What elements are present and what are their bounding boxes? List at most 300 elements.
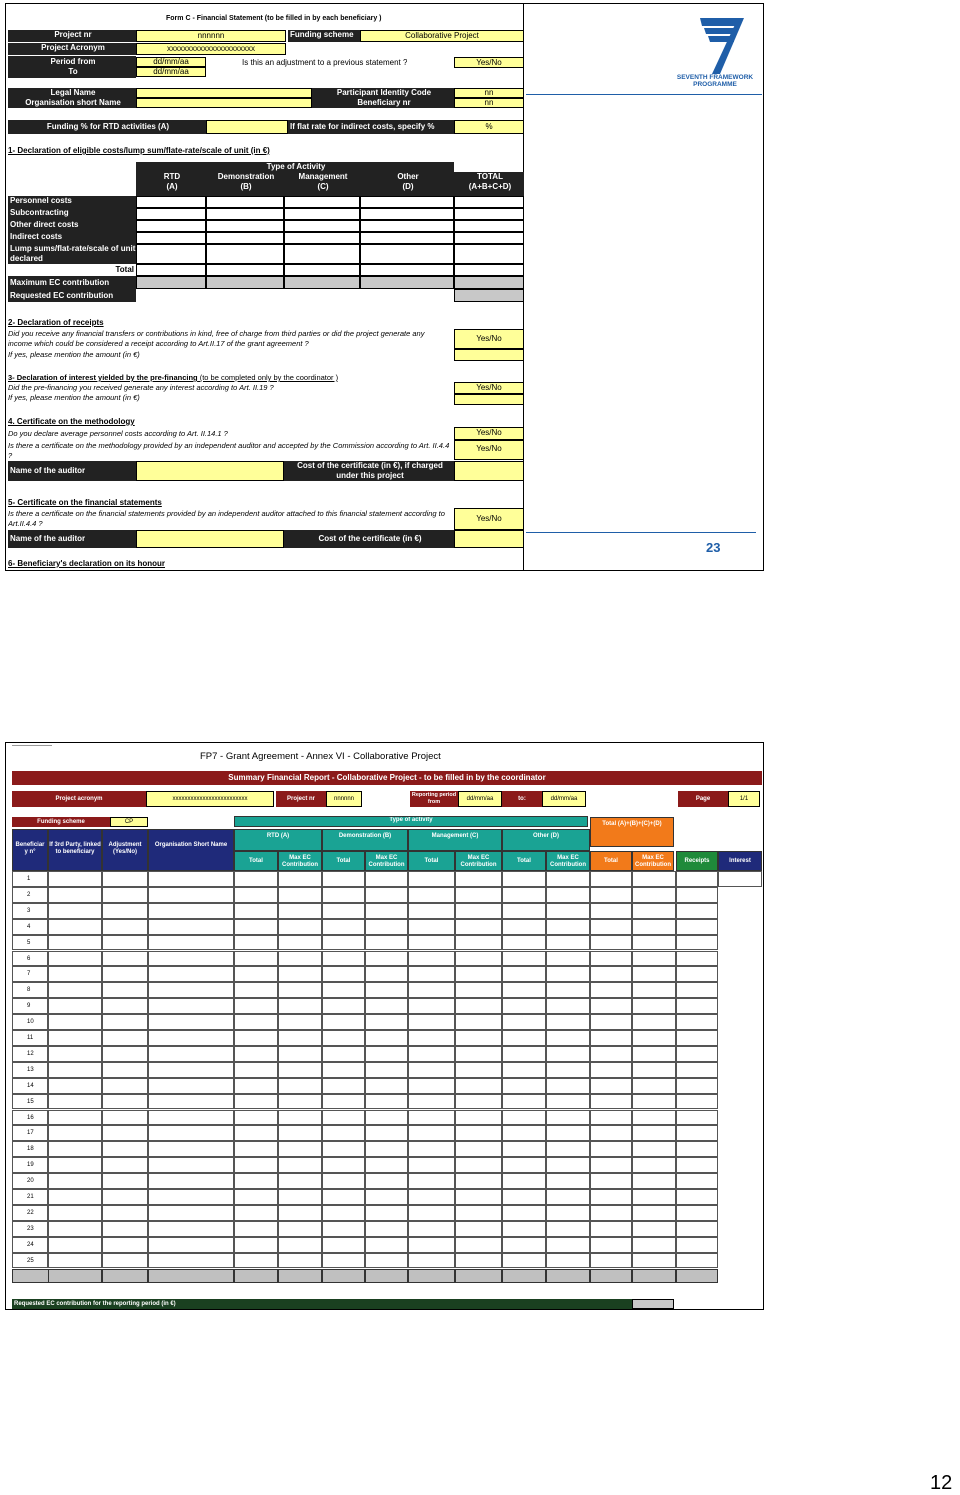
table-cell[interactable] — [322, 1014, 365, 1030]
table-cell[interactable] — [546, 1125, 590, 1141]
financial-cert-yes-no[interactable]: Yes/No — [454, 508, 524, 530]
table-cell[interactable] — [365, 1157, 408, 1173]
table-cell[interactable] — [102, 982, 148, 998]
table-cell[interactable] — [632, 935, 676, 951]
table-cell[interactable] — [365, 1094, 408, 1110]
table-cell[interactable] — [102, 1125, 148, 1141]
ec-cell[interactable] — [136, 276, 206, 289]
cost-cell[interactable] — [206, 196, 284, 208]
table-cell[interactable] — [546, 1030, 590, 1046]
table-cell[interactable] — [408, 1205, 455, 1221]
table-cell[interactable] — [148, 935, 234, 951]
table-cell[interactable] — [234, 919, 278, 935]
table-cell[interactable] — [676, 919, 718, 935]
interest-amount-field[interactable] — [454, 394, 524, 405]
table-cell[interactable] — [502, 982, 546, 998]
cert-cost-field-2[interactable] — [454, 530, 524, 548]
total-cell-2[interactable] — [408, 1269, 455, 1283]
table-cell[interactable] — [632, 1078, 676, 1094]
table-cell[interactable] — [322, 1094, 365, 1110]
total-cell-2[interactable] — [632, 1269, 676, 1283]
table-cell[interactable] — [322, 1062, 365, 1078]
total-cell-2[interactable] — [322, 1269, 365, 1283]
table-cell[interactable] — [676, 1141, 718, 1157]
table-cell[interactable] — [676, 998, 718, 1014]
project-nr-field[interactable]: nnnnnn — [136, 30, 286, 42]
table-cell[interactable] — [590, 1110, 632, 1126]
table-cell[interactable] — [546, 1221, 590, 1237]
table-cell[interactable] — [322, 1078, 365, 1094]
table-cell[interactable] — [365, 919, 408, 935]
table-cell[interactable] — [148, 1094, 234, 1110]
table-cell[interactable] — [48, 1125, 102, 1141]
table-cell[interactable] — [365, 998, 408, 1014]
table-cell[interactable] — [455, 951, 502, 967]
table-cell[interactable] — [546, 871, 590, 887]
table-cell[interactable] — [546, 903, 590, 919]
table-cell[interactable] — [102, 871, 148, 887]
table-cell[interactable] — [676, 1062, 718, 1078]
table-cell[interactable] — [48, 919, 102, 935]
table-cell[interactable] — [148, 1189, 234, 1205]
table-cell[interactable] — [48, 1205, 102, 1221]
table-cell[interactable] — [48, 1030, 102, 1046]
cost-cell[interactable] — [360, 196, 454, 208]
table-cell[interactable] — [322, 1110, 365, 1126]
table-cell[interactable] — [278, 919, 322, 935]
table-cell[interactable] — [148, 1173, 234, 1189]
table-cell[interactable] — [365, 1221, 408, 1237]
table-cell[interactable] — [590, 1189, 632, 1205]
table-cell[interactable] — [408, 1189, 455, 1205]
table-cell[interactable] — [590, 903, 632, 919]
table-cell[interactable] — [48, 871, 102, 887]
ec-cell[interactable] — [360, 276, 454, 289]
table-cell[interactable] — [590, 1253, 632, 1269]
table-cell[interactable] — [48, 982, 102, 998]
table-cell[interactable] — [48, 1046, 102, 1062]
table-cell[interactable] — [502, 1030, 546, 1046]
table-cell[interactable] — [632, 1125, 676, 1141]
table-cell[interactable] — [322, 1205, 365, 1221]
table-cell[interactable] — [590, 1014, 632, 1030]
table-cell[interactable] — [278, 1221, 322, 1237]
cert-cost-field[interactable] — [454, 461, 524, 481]
table-cell[interactable] — [365, 982, 408, 998]
total-cell-2[interactable] — [234, 1269, 278, 1283]
table-cell[interactable] — [632, 1062, 676, 1078]
table-cell[interactable] — [455, 1078, 502, 1094]
table-cell[interactable] — [408, 1062, 455, 1078]
table-cell[interactable] — [102, 1237, 148, 1253]
table-cell[interactable] — [365, 1078, 408, 1094]
table-cell[interactable] — [590, 1062, 632, 1078]
cost-cell[interactable] — [454, 220, 524, 232]
table-cell[interactable] — [234, 966, 278, 982]
period-from-field[interactable]: dd/mm/aa — [136, 57, 206, 67]
table-cell[interactable] — [455, 966, 502, 982]
ec-cell[interactable] — [454, 276, 524, 289]
table-cell[interactable] — [322, 998, 365, 1014]
table-cell[interactable] — [676, 1094, 718, 1110]
project-nr-field-2[interactable]: nnnnnn — [326, 791, 362, 807]
total-cell[interactable] — [454, 264, 524, 276]
total-cell-2[interactable] — [102, 1269, 148, 1283]
table-cell[interactable] — [278, 1141, 322, 1157]
table-cell[interactable] — [102, 998, 148, 1014]
table-cell[interactable] — [148, 998, 234, 1014]
table-cell[interactable] — [408, 1253, 455, 1269]
table-cell[interactable] — [546, 998, 590, 1014]
table-cell[interactable] — [148, 1157, 234, 1173]
table-cell[interactable] — [278, 1062, 322, 1078]
table-cell[interactable] — [365, 887, 408, 903]
table-cell[interactable] — [455, 903, 502, 919]
table-cell[interactable] — [102, 1253, 148, 1269]
table-cell[interactable] — [278, 935, 322, 951]
table-cell[interactable] — [365, 871, 408, 887]
total-cell[interactable] — [136, 264, 206, 276]
table-cell[interactable] — [455, 1221, 502, 1237]
table-cell[interactable] — [322, 982, 365, 998]
table-cell[interactable] — [546, 1094, 590, 1110]
total-cell-2[interactable] — [365, 1269, 408, 1283]
table-cell[interactable] — [546, 1253, 590, 1269]
table-cell[interactable] — [102, 951, 148, 967]
table-cell[interactable] — [546, 887, 590, 903]
cost-cell[interactable] — [206, 208, 284, 220]
project-acronym-field-2[interactable]: xxxxxxxxxxxxxxxxxxxxxxxxx — [146, 791, 274, 807]
table-cell[interactable] — [278, 1173, 322, 1189]
table-cell[interactable] — [676, 966, 718, 982]
table-cell[interactable] — [102, 935, 148, 951]
table-cell[interactable] — [322, 1141, 365, 1157]
table-cell[interactable] — [365, 1253, 408, 1269]
table-cell[interactable] — [502, 1205, 546, 1221]
table-cell[interactable] — [408, 998, 455, 1014]
table-cell[interactable] — [48, 966, 102, 982]
table-cell[interactable] — [278, 1110, 322, 1126]
ec-cell[interactable] — [454, 289, 524, 302]
requested-footer-value[interactable] — [632, 1299, 674, 1309]
table-cell[interactable] — [148, 1014, 234, 1030]
table-cell[interactable] — [676, 1046, 718, 1062]
table-cell[interactable] — [148, 1205, 234, 1221]
table-cell[interactable] — [148, 871, 234, 887]
table-cell[interactable] — [234, 1141, 278, 1157]
table-cell[interactable] — [502, 951, 546, 967]
flat-rate-field[interactable]: % — [454, 120, 524, 134]
auditor-name-field[interactable] — [136, 461, 284, 481]
table-cell[interactable] — [48, 1141, 102, 1157]
table-cell[interactable] — [322, 1221, 365, 1237]
table-cell[interactable] — [234, 1030, 278, 1046]
table-cell[interactable] — [590, 1078, 632, 1094]
table-cell[interactable] — [148, 887, 234, 903]
table-cell[interactable] — [502, 1125, 546, 1141]
cost-cell[interactable] — [360, 220, 454, 232]
table-cell[interactable] — [546, 919, 590, 935]
table-cell[interactable] — [365, 1173, 408, 1189]
table-cell[interactable] — [322, 935, 365, 951]
table-cell[interactable] — [408, 1125, 455, 1141]
total-cell-2[interactable] — [502, 1269, 546, 1283]
table-cell[interactable] — [234, 1062, 278, 1078]
table-cell[interactable] — [322, 966, 365, 982]
table-cell[interactable] — [148, 1237, 234, 1253]
table-cell[interactable] — [148, 1062, 234, 1078]
table-cell[interactable] — [278, 1157, 322, 1173]
table-cell[interactable] — [502, 935, 546, 951]
table-cell[interactable] — [278, 1189, 322, 1205]
table-cell[interactable] — [408, 1078, 455, 1094]
table-cell[interactable] — [234, 871, 278, 887]
table-cell[interactable] — [455, 871, 502, 887]
table-cell[interactable] — [48, 1110, 102, 1126]
table-cell[interactable] — [48, 935, 102, 951]
funding-scheme-field[interactable]: Collaborative Project — [360, 30, 524, 42]
table-cell[interactable] — [632, 1110, 676, 1126]
total-cell-2[interactable] — [278, 1269, 322, 1283]
table-cell[interactable] — [632, 1221, 676, 1237]
table-cell[interactable] — [718, 871, 762, 887]
table-cell[interactable] — [365, 903, 408, 919]
table-cell[interactable] — [234, 1237, 278, 1253]
table-cell[interactable] — [502, 1189, 546, 1205]
table-cell[interactable] — [278, 871, 322, 887]
table-cell[interactable] — [502, 887, 546, 903]
table-cell[interactable] — [365, 1141, 408, 1157]
cost-cell[interactable] — [284, 208, 360, 220]
table-cell[interactable] — [502, 1062, 546, 1078]
table-cell[interactable] — [102, 1157, 148, 1173]
table-cell[interactable] — [48, 951, 102, 967]
table-cell[interactable] — [278, 1253, 322, 1269]
auditor-name-field-2[interactable] — [136, 530, 284, 548]
table-cell[interactable] — [590, 1094, 632, 1110]
date-to-field[interactable]: dd/mm/aa — [542, 791, 586, 807]
ec-cell[interactable] — [206, 276, 284, 289]
table-cell[interactable] — [590, 1157, 632, 1173]
date-from-field[interactable]: dd/mm/aa — [458, 791, 502, 807]
cost-cell[interactable] — [136, 196, 206, 208]
table-cell[interactable] — [365, 1030, 408, 1046]
table-cell[interactable] — [365, 1110, 408, 1126]
table-cell[interactable] — [590, 1205, 632, 1221]
table-cell[interactable] — [408, 1157, 455, 1173]
table-cell[interactable] — [546, 966, 590, 982]
table-cell[interactable] — [278, 951, 322, 967]
table-cell[interactable] — [502, 1253, 546, 1269]
table-cell[interactable] — [365, 935, 408, 951]
table-cell[interactable] — [632, 1094, 676, 1110]
table-cell[interactable] — [455, 1014, 502, 1030]
table-cell[interactable] — [590, 1046, 632, 1062]
table-cell[interactable] — [632, 1046, 676, 1062]
table-cell[interactable] — [408, 951, 455, 967]
table-cell[interactable] — [322, 919, 365, 935]
table-cell[interactable] — [278, 887, 322, 903]
table-cell[interactable] — [48, 1189, 102, 1205]
table-cell[interactable] — [102, 1221, 148, 1237]
table-cell[interactable] — [365, 1189, 408, 1205]
legal-name-field[interactable] — [136, 88, 312, 98]
table-cell[interactable] — [502, 1110, 546, 1126]
table-cell[interactable] — [676, 1157, 718, 1173]
table-cell[interactable] — [676, 1030, 718, 1046]
table-cell[interactable] — [234, 1125, 278, 1141]
table-cell[interactable] — [278, 966, 322, 982]
table-cell[interactable] — [676, 1189, 718, 1205]
table-cell[interactable] — [322, 1125, 365, 1141]
table-cell[interactable] — [322, 903, 365, 919]
table-cell[interactable] — [234, 935, 278, 951]
table-cell[interactable] — [408, 1094, 455, 1110]
table-cell[interactable] — [102, 966, 148, 982]
table-cell[interactable] — [408, 1173, 455, 1189]
receipts-amount-field[interactable] — [454, 349, 524, 361]
table-cell[interactable] — [546, 951, 590, 967]
table-cell[interactable] — [278, 1046, 322, 1062]
table-cell[interactable] — [590, 951, 632, 967]
table-cell[interactable] — [455, 1094, 502, 1110]
table-cell[interactable] — [102, 1094, 148, 1110]
table-cell[interactable] — [408, 935, 455, 951]
period-to-field[interactable]: dd/mm/aa — [136, 67, 206, 77]
table-cell[interactable] — [632, 998, 676, 1014]
cost-cell[interactable] — [206, 232, 284, 244]
table-cell[interactable] — [455, 1125, 502, 1141]
table-cell[interactable] — [502, 966, 546, 982]
ec-cell[interactable] — [284, 276, 360, 289]
table-cell[interactable] — [278, 982, 322, 998]
table-cell[interactable] — [408, 1110, 455, 1126]
cost-cell[interactable] — [206, 220, 284, 232]
table-cell[interactable] — [48, 1014, 102, 1030]
table-cell[interactable] — [408, 1237, 455, 1253]
table-cell[interactable] — [502, 998, 546, 1014]
table-cell[interactable] — [365, 951, 408, 967]
table-cell[interactable] — [48, 1157, 102, 1173]
table-cell[interactable] — [502, 903, 546, 919]
adjustment-yes-no[interactable]: Yes/No — [454, 57, 524, 68]
interest-yes-no[interactable]: Yes/No — [454, 382, 524, 394]
total-cell-2[interactable] — [48, 1269, 102, 1283]
table-cell[interactable] — [148, 966, 234, 982]
table-cell[interactable] — [546, 1205, 590, 1221]
table-cell[interactable] — [455, 919, 502, 935]
table-cell[interactable] — [48, 1221, 102, 1237]
table-cell[interactable] — [502, 1173, 546, 1189]
table-cell[interactable] — [234, 1094, 278, 1110]
table-cell[interactable] — [502, 1237, 546, 1253]
table-cell[interactable] — [234, 1189, 278, 1205]
table-cell[interactable] — [48, 903, 102, 919]
table-cell[interactable] — [455, 1062, 502, 1078]
table-cell[interactable] — [676, 1014, 718, 1030]
table-cell[interactable] — [234, 1173, 278, 1189]
table-cell[interactable] — [322, 887, 365, 903]
table-cell[interactable] — [48, 1237, 102, 1253]
table-cell[interactable] — [546, 1014, 590, 1030]
table-cell[interactable] — [546, 1046, 590, 1062]
table-cell[interactable] — [148, 919, 234, 935]
table-cell[interactable] — [546, 982, 590, 998]
table-cell[interactable] — [102, 1141, 148, 1157]
cost-cell[interactable] — [136, 244, 206, 264]
table-cell[interactable] — [408, 1030, 455, 1046]
table-cell[interactable] — [546, 1189, 590, 1205]
table-cell[interactable] — [48, 1253, 102, 1269]
table-cell[interactable] — [676, 951, 718, 967]
table-cell[interactable] — [102, 1110, 148, 1126]
beneficiary-nr-field[interactable]: nn — [454, 98, 524, 108]
table-cell[interactable] — [632, 966, 676, 982]
table-cell[interactable] — [632, 919, 676, 935]
table-cell[interactable] — [278, 903, 322, 919]
table-cell[interactable] — [234, 982, 278, 998]
table-cell[interactable] — [408, 1141, 455, 1157]
receipts-yes-no[interactable]: Yes/No — [454, 329, 524, 349]
table-cell[interactable] — [408, 1046, 455, 1062]
table-cell[interactable] — [102, 903, 148, 919]
org-short-name-field[interactable] — [136, 98, 312, 108]
total-cell-2[interactable] — [455, 1269, 502, 1283]
table-cell[interactable] — [455, 1157, 502, 1173]
table-cell[interactable] — [632, 903, 676, 919]
table-cell[interactable] — [632, 1237, 676, 1253]
table-cell[interactable] — [278, 998, 322, 1014]
table-cell[interactable] — [408, 887, 455, 903]
table-cell[interactable] — [590, 966, 632, 982]
total-cell-2[interactable] — [676, 1269, 718, 1283]
table-cell[interactable] — [455, 1237, 502, 1253]
cost-cell[interactable] — [136, 220, 206, 232]
table-cell[interactable] — [502, 1078, 546, 1094]
table-cell[interactable] — [322, 1237, 365, 1253]
cost-cell[interactable] — [136, 208, 206, 220]
table-cell[interactable] — [234, 1014, 278, 1030]
table-cell[interactable] — [590, 871, 632, 887]
table-cell[interactable] — [455, 1205, 502, 1221]
table-cell[interactable] — [322, 1157, 365, 1173]
table-cell[interactable] — [278, 1237, 322, 1253]
table-cell[interactable] — [676, 1253, 718, 1269]
table-cell[interactable] — [102, 1062, 148, 1078]
total-cell-2[interactable] — [590, 1269, 632, 1283]
table-cell[interactable] — [632, 1157, 676, 1173]
table-cell[interactable] — [676, 1205, 718, 1221]
methodology-cert-yes-no[interactable]: Yes/No — [454, 440, 524, 460]
cost-cell[interactable] — [454, 196, 524, 208]
table-cell[interactable] — [590, 887, 632, 903]
table-cell[interactable] — [234, 951, 278, 967]
table-cell[interactable] — [322, 1189, 365, 1205]
table-cell[interactable] — [546, 1062, 590, 1078]
table-cell[interactable] — [408, 903, 455, 919]
table-cell[interactable] — [502, 1094, 546, 1110]
table-cell[interactable] — [234, 1205, 278, 1221]
table-cell[interactable] — [546, 1110, 590, 1126]
table-cell[interactable] — [102, 1030, 148, 1046]
cost-cell[interactable] — [284, 244, 360, 264]
funding-scheme-field-2[interactable]: CP — [110, 817, 148, 827]
table-cell[interactable] — [48, 887, 102, 903]
table-cell[interactable] — [502, 919, 546, 935]
total-cell-2[interactable] — [546, 1269, 590, 1283]
table-cell[interactable] — [502, 1221, 546, 1237]
table-cell[interactable] — [278, 1205, 322, 1221]
